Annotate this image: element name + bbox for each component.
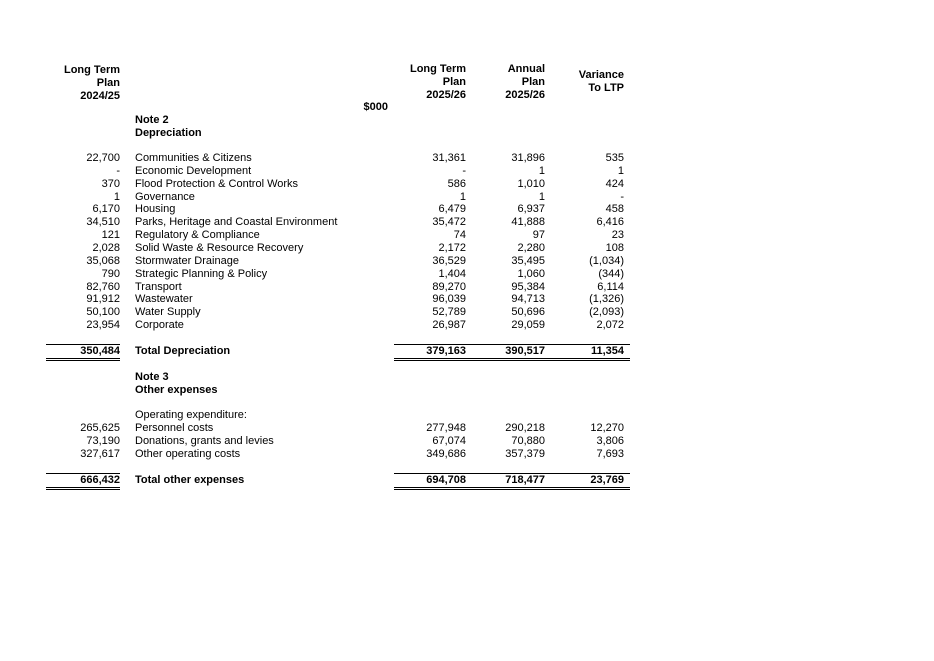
variance-value: 6,114 — [597, 280, 624, 293]
variance-value: - — [620, 190, 624, 203]
variance-value: 1 — [617, 164, 624, 177]
header-ltp-2025-26: Long Term Plan 2025/26 — [409, 63, 466, 101]
row-label: Donations, grants and levies — [135, 434, 274, 447]
ltp-2024-25-value: 22,700 — [86, 152, 120, 164]
ltp-2024-25-value: 35,068 — [86, 254, 120, 267]
row-label: Transport — [135, 280, 182, 293]
table-row — [0, 152, 934, 165]
table-row — [0, 178, 934, 191]
ltp-2024-25-value: 121 — [101, 229, 120, 242]
note-2-heading: Note 2 Depreciation — [135, 114, 202, 139]
table-row — [0, 281, 934, 294]
table-row — [0, 268, 934, 281]
double-rule-other-cols — [394, 487, 630, 490]
ltp-2025-26-value: 2,172 — [438, 241, 466, 254]
ltp-2025-26-value: 6,479 — [438, 203, 466, 216]
ltp-2024-25-value: 82,760 — [86, 280, 120, 293]
ltp-2024-25-value: - — [116, 164, 120, 177]
ltp-2024-25-value: 34,510 — [86, 216, 120, 229]
ltp-2025-26-value: 26,987 — [432, 319, 466, 332]
row-label: Regulatory & Compliance — [135, 229, 260, 242]
ltp-2024-25-value: 790 — [101, 267, 120, 280]
row-label: Economic Development — [135, 164, 252, 177]
table-row — [0, 319, 934, 332]
ltp-2025-26-value: - — [462, 164, 466, 177]
annual-plan-value: 1,010 — [517, 177, 545, 190]
annual-plan-value: 50,696 — [511, 306, 545, 319]
row-label: Strategic Planning & Policy — [135, 267, 268, 280]
double-rule-dep-col1 — [46, 358, 120, 361]
variance-value: 458 — [605, 203, 624, 216]
table-row — [0, 448, 934, 461]
row-label: Water Supply — [135, 306, 201, 319]
annual-plan-value: 70,880 — [511, 434, 545, 447]
ltp-2025-26-value: 89,270 — [432, 280, 466, 293]
ltp-2025-26-value: 67,074 — [432, 434, 466, 447]
ltp-2024-25-value: 1 — [113, 190, 120, 203]
total-other-expenses-row: 666,432 Total other expenses 694,708 718,477 23,769 — [80, 474, 624, 486]
annual-plan-value: 357,379 — [505, 447, 545, 460]
total-depreciation-row: 350,484 Total Depreciation 379,163 390,517 11,354 — [80, 345, 624, 357]
table-row — [0, 293, 934, 306]
row-label: Wastewater — [135, 293, 193, 306]
annual-plan-value: 95,384 — [511, 280, 545, 293]
annual-plan-value: 94,713 — [511, 293, 545, 306]
annual-plan-value: 1,060 — [517, 267, 545, 280]
variance-value: (344) — [598, 267, 624, 280]
annual-plan-value: 31,896 — [511, 152, 545, 164]
row-label: Parks, Heritage and Coastal Environment — [135, 216, 338, 229]
annual-plan-value: 1 — [538, 164, 545, 177]
header-ltp-2024-25: Long Term Plan 2024/25 — [63, 64, 120, 102]
ltp-2025-26-value: 35,472 — [432, 216, 466, 229]
table-row — [0, 306, 934, 319]
row-label: Stormwater Drainage — [135, 254, 239, 267]
table-row — [0, 435, 934, 448]
variance-value: 12,270 — [590, 422, 624, 434]
row-label: Other operating costs — [135, 447, 241, 460]
table-row — [0, 216, 934, 229]
variance-value: 3,806 — [596, 434, 624, 447]
variance-value: 2,072 — [596, 319, 624, 332]
row-label: Solid Waste & Resource Recovery — [135, 241, 304, 254]
variance-value: (2,093) — [589, 306, 624, 319]
table-row — [0, 203, 934, 216]
ltp-2025-26-value: 349,686 — [426, 447, 466, 460]
ltp-2025-26-value: 31,361 — [432, 152, 466, 164]
variance-value: 535 — [605, 152, 624, 164]
table-row — [0, 255, 934, 268]
annual-plan-value: 35,495 — [511, 254, 545, 267]
annual-plan-value: 2,280 — [517, 241, 545, 254]
row-label: Corporate — [135, 319, 184, 332]
variance-value: 424 — [605, 177, 624, 190]
row-label: Governance — [135, 190, 195, 203]
table-row — [0, 242, 934, 255]
ltp-2024-25-value: 327,617 — [80, 447, 120, 460]
ltp-2024-25-value: 265,625 — [80, 422, 120, 434]
annual-plan-value: 6,937 — [517, 203, 545, 216]
variance-value: (1,326) — [589, 293, 624, 306]
annual-plan-value: 97 — [532, 229, 545, 242]
ltp-2024-25-value: 23,954 — [86, 319, 120, 332]
operating-expenditure-subheading: Operating expenditure: — [135, 409, 247, 421]
ltp-2025-26-value: 52,789 — [432, 306, 466, 319]
variance-value: (1,034) — [589, 254, 624, 267]
variance-value: 23 — [611, 229, 624, 242]
ltp-2024-25-value: 370 — [101, 177, 120, 190]
row-label: Housing — [135, 203, 176, 216]
annual-plan-value: 290,218 — [505, 422, 545, 434]
variance-value: 6,416 — [596, 216, 624, 229]
variance-value: 108 — [605, 241, 624, 254]
ltp-2024-25-value: 2,028 — [92, 241, 120, 254]
annual-plan-value: 41,888 — [511, 216, 545, 229]
ltp-2025-26-value: 1 — [459, 190, 466, 203]
double-rule-dep-cols — [394, 358, 630, 361]
ltp-2024-25-value: 50,100 — [86, 306, 120, 319]
ltp-2025-26-value: 1,404 — [438, 267, 466, 280]
row-label: Personnel costs — [135, 422, 214, 434]
double-rule-other-col1 — [46, 487, 120, 490]
ltp-2025-26-value: 36,529 — [432, 254, 466, 267]
table-row — [0, 229, 934, 242]
table-row — [0, 422, 934, 435]
variance-value: 7,693 — [596, 447, 624, 460]
table-row — [0, 191, 934, 204]
row-label: Flood Protection & Control Works — [135, 177, 299, 190]
annual-plan-value: 1 — [538, 190, 545, 203]
ltp-2025-26-value: 586 — [447, 177, 466, 190]
ltp-2024-25-value: 73,190 — [86, 434, 120, 447]
unit-label: $000 — [363, 101, 388, 113]
header-variance-to-ltp: Variance To LTP — [578, 69, 624, 94]
table-row — [0, 165, 934, 178]
annual-plan-value: 29,059 — [511, 319, 545, 332]
ltp-2025-26-value: 96,039 — [432, 293, 466, 306]
row-label: Communities & Citizens — [135, 152, 252, 164]
ltp-2025-26-value: 277,948 — [426, 422, 466, 434]
note-3-heading: Note 3 Other expenses — [135, 371, 218, 396]
ltp-2025-26-value: 74 — [453, 229, 466, 242]
header-annual-plan-2025-26: Annual Plan 2025/26 — [505, 63, 545, 101]
ltp-2024-25-value: 91,912 — [86, 293, 120, 306]
ltp-2024-25-value: 6,170 — [92, 203, 120, 216]
